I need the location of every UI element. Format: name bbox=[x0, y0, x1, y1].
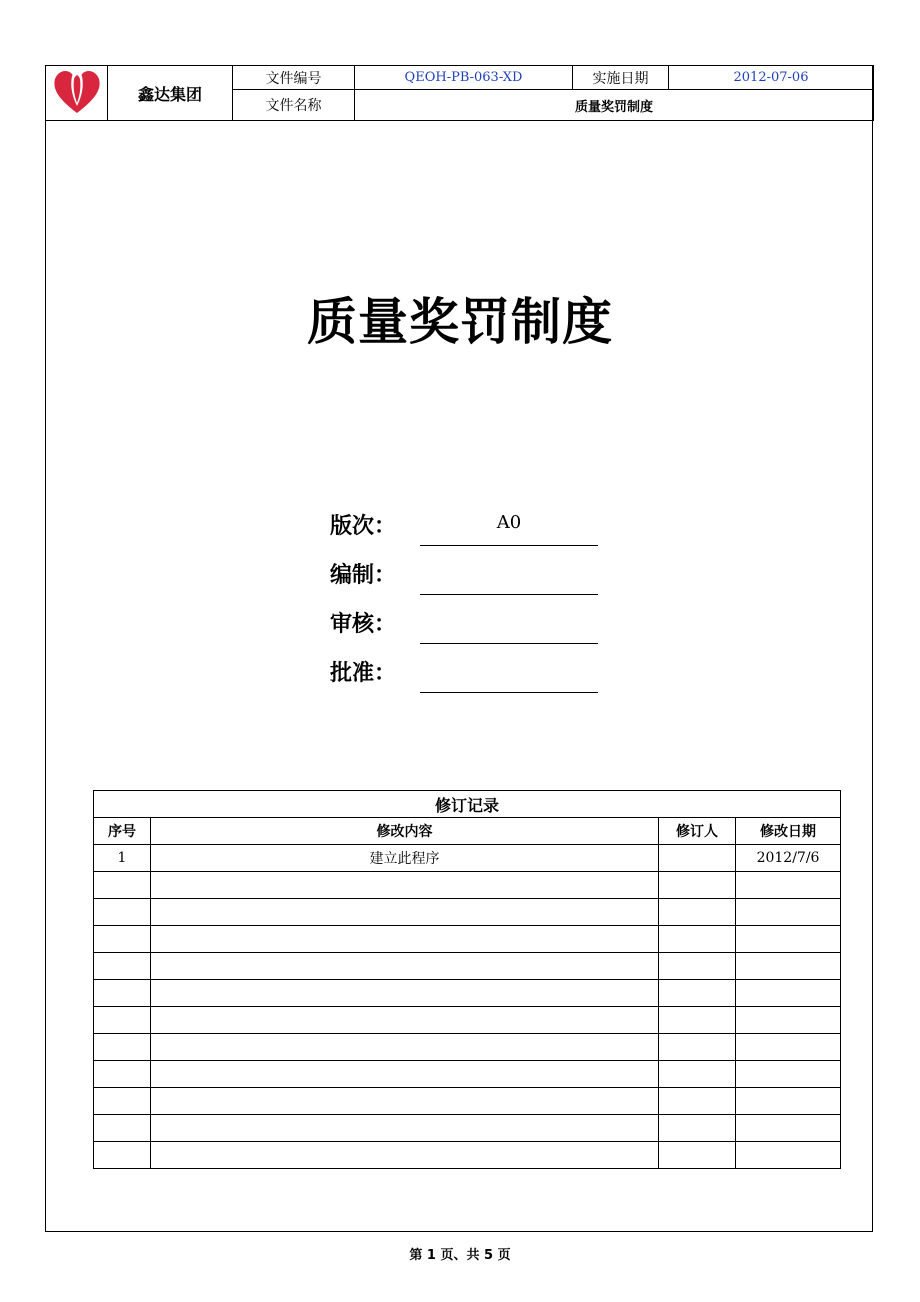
signoff-underline bbox=[420, 594, 598, 595]
signoff-label: 编制： bbox=[330, 563, 397, 588]
table-cell bbox=[151, 1088, 659, 1115]
table-cell bbox=[736, 953, 841, 980]
table-cell bbox=[659, 1034, 736, 1061]
signoff-underline bbox=[420, 545, 598, 546]
table-cell bbox=[94, 1115, 151, 1142]
table-cell bbox=[736, 1007, 841, 1034]
table-cell: 1 bbox=[94, 845, 151, 872]
table-cell bbox=[736, 1115, 841, 1142]
table-row bbox=[94, 899, 841, 926]
table-cell: 建立此程序 bbox=[151, 845, 659, 872]
table-cell bbox=[659, 872, 736, 899]
table-row bbox=[94, 1115, 841, 1142]
signoff-label: 版次： bbox=[330, 514, 397, 539]
table-row bbox=[94, 953, 841, 980]
doc-name-label: 文件名称 bbox=[233, 90, 355, 121]
signoff-label: 审核： bbox=[330, 612, 397, 637]
table-cell bbox=[151, 926, 659, 953]
table-cell bbox=[94, 872, 151, 899]
table-cell bbox=[94, 1088, 151, 1115]
page-footer: 第 1 页、共 5 页 bbox=[409, 1248, 511, 1263]
signoff-reviewed bbox=[330, 607, 600, 637]
table-cell bbox=[151, 1007, 659, 1034]
table-cell bbox=[659, 926, 736, 953]
signoff-version bbox=[330, 509, 600, 539]
table-cell bbox=[659, 980, 736, 1007]
table-row bbox=[94, 1007, 841, 1034]
table-row bbox=[94, 1061, 841, 1088]
table-cell bbox=[151, 872, 659, 899]
table-cell bbox=[151, 953, 659, 980]
table-cell bbox=[736, 872, 841, 899]
date-label: 实施日期 bbox=[573, 66, 669, 90]
signoff-underline bbox=[420, 692, 598, 693]
revision-caption: 修订记录 bbox=[94, 791, 841, 818]
table-cell bbox=[736, 926, 841, 953]
table-row bbox=[94, 980, 841, 1007]
table-cell bbox=[736, 1034, 841, 1061]
table-row bbox=[94, 845, 841, 872]
table-cell bbox=[94, 980, 151, 1007]
table-cell bbox=[151, 1142, 659, 1169]
column-header: 修改内容 bbox=[151, 818, 659, 845]
table-cell bbox=[151, 1061, 659, 1088]
table-cell bbox=[94, 899, 151, 926]
doc-no-value: QEOH-PB-063-XD bbox=[355, 66, 573, 90]
table-cell bbox=[659, 1007, 736, 1034]
table-cell bbox=[659, 1142, 736, 1169]
table-row bbox=[94, 872, 841, 899]
document-title: 质量奖罚制度 bbox=[307, 293, 613, 351]
column-header: 修订人 bbox=[659, 818, 736, 845]
table-cell bbox=[736, 1088, 841, 1115]
table-cell bbox=[94, 1034, 151, 1061]
signoff-underline bbox=[420, 643, 598, 644]
table-cell bbox=[94, 1061, 151, 1088]
table-cell bbox=[151, 1115, 659, 1142]
table-cell bbox=[151, 980, 659, 1007]
signoff-label: 批准： bbox=[330, 661, 397, 686]
table-cell bbox=[659, 899, 736, 926]
signoff-value: A0 bbox=[496, 512, 522, 533]
table-cell bbox=[94, 926, 151, 953]
table-cell bbox=[151, 899, 659, 926]
table-cell bbox=[94, 953, 151, 980]
table-cell bbox=[151, 1034, 659, 1061]
table-row bbox=[94, 926, 841, 953]
signoff-approved bbox=[330, 656, 600, 686]
table-cell bbox=[736, 1061, 841, 1088]
table-cell: 2012/7/6 bbox=[736, 845, 841, 872]
company-logo-icon bbox=[50, 66, 104, 116]
signoff-prepared bbox=[330, 558, 600, 588]
table-cell bbox=[736, 1142, 841, 1169]
table-row bbox=[94, 1142, 841, 1169]
revision-table bbox=[93, 790, 841, 1169]
document-header bbox=[45, 65, 874, 121]
logo-cell bbox=[46, 66, 108, 121]
doc-name-value: 质量奖罚制度 bbox=[355, 90, 874, 121]
column-header: 修改日期 bbox=[736, 818, 841, 845]
table-cell bbox=[659, 845, 736, 872]
date-value: 2012-07-06 bbox=[669, 66, 874, 90]
table-cell bbox=[94, 1007, 151, 1034]
doc-no-label: 文件编号 bbox=[233, 66, 355, 90]
column-header: 序号 bbox=[94, 818, 151, 845]
company-name: 鑫达集团 bbox=[108, 66, 233, 121]
table-cell bbox=[736, 980, 841, 1007]
table-row bbox=[94, 1034, 841, 1061]
table-cell bbox=[736, 899, 841, 926]
table-row bbox=[94, 1088, 841, 1115]
table-cell bbox=[659, 953, 736, 980]
table-cell bbox=[94, 1142, 151, 1169]
table-cell bbox=[659, 1115, 736, 1142]
table-cell bbox=[659, 1088, 736, 1115]
table-cell bbox=[659, 1061, 736, 1088]
